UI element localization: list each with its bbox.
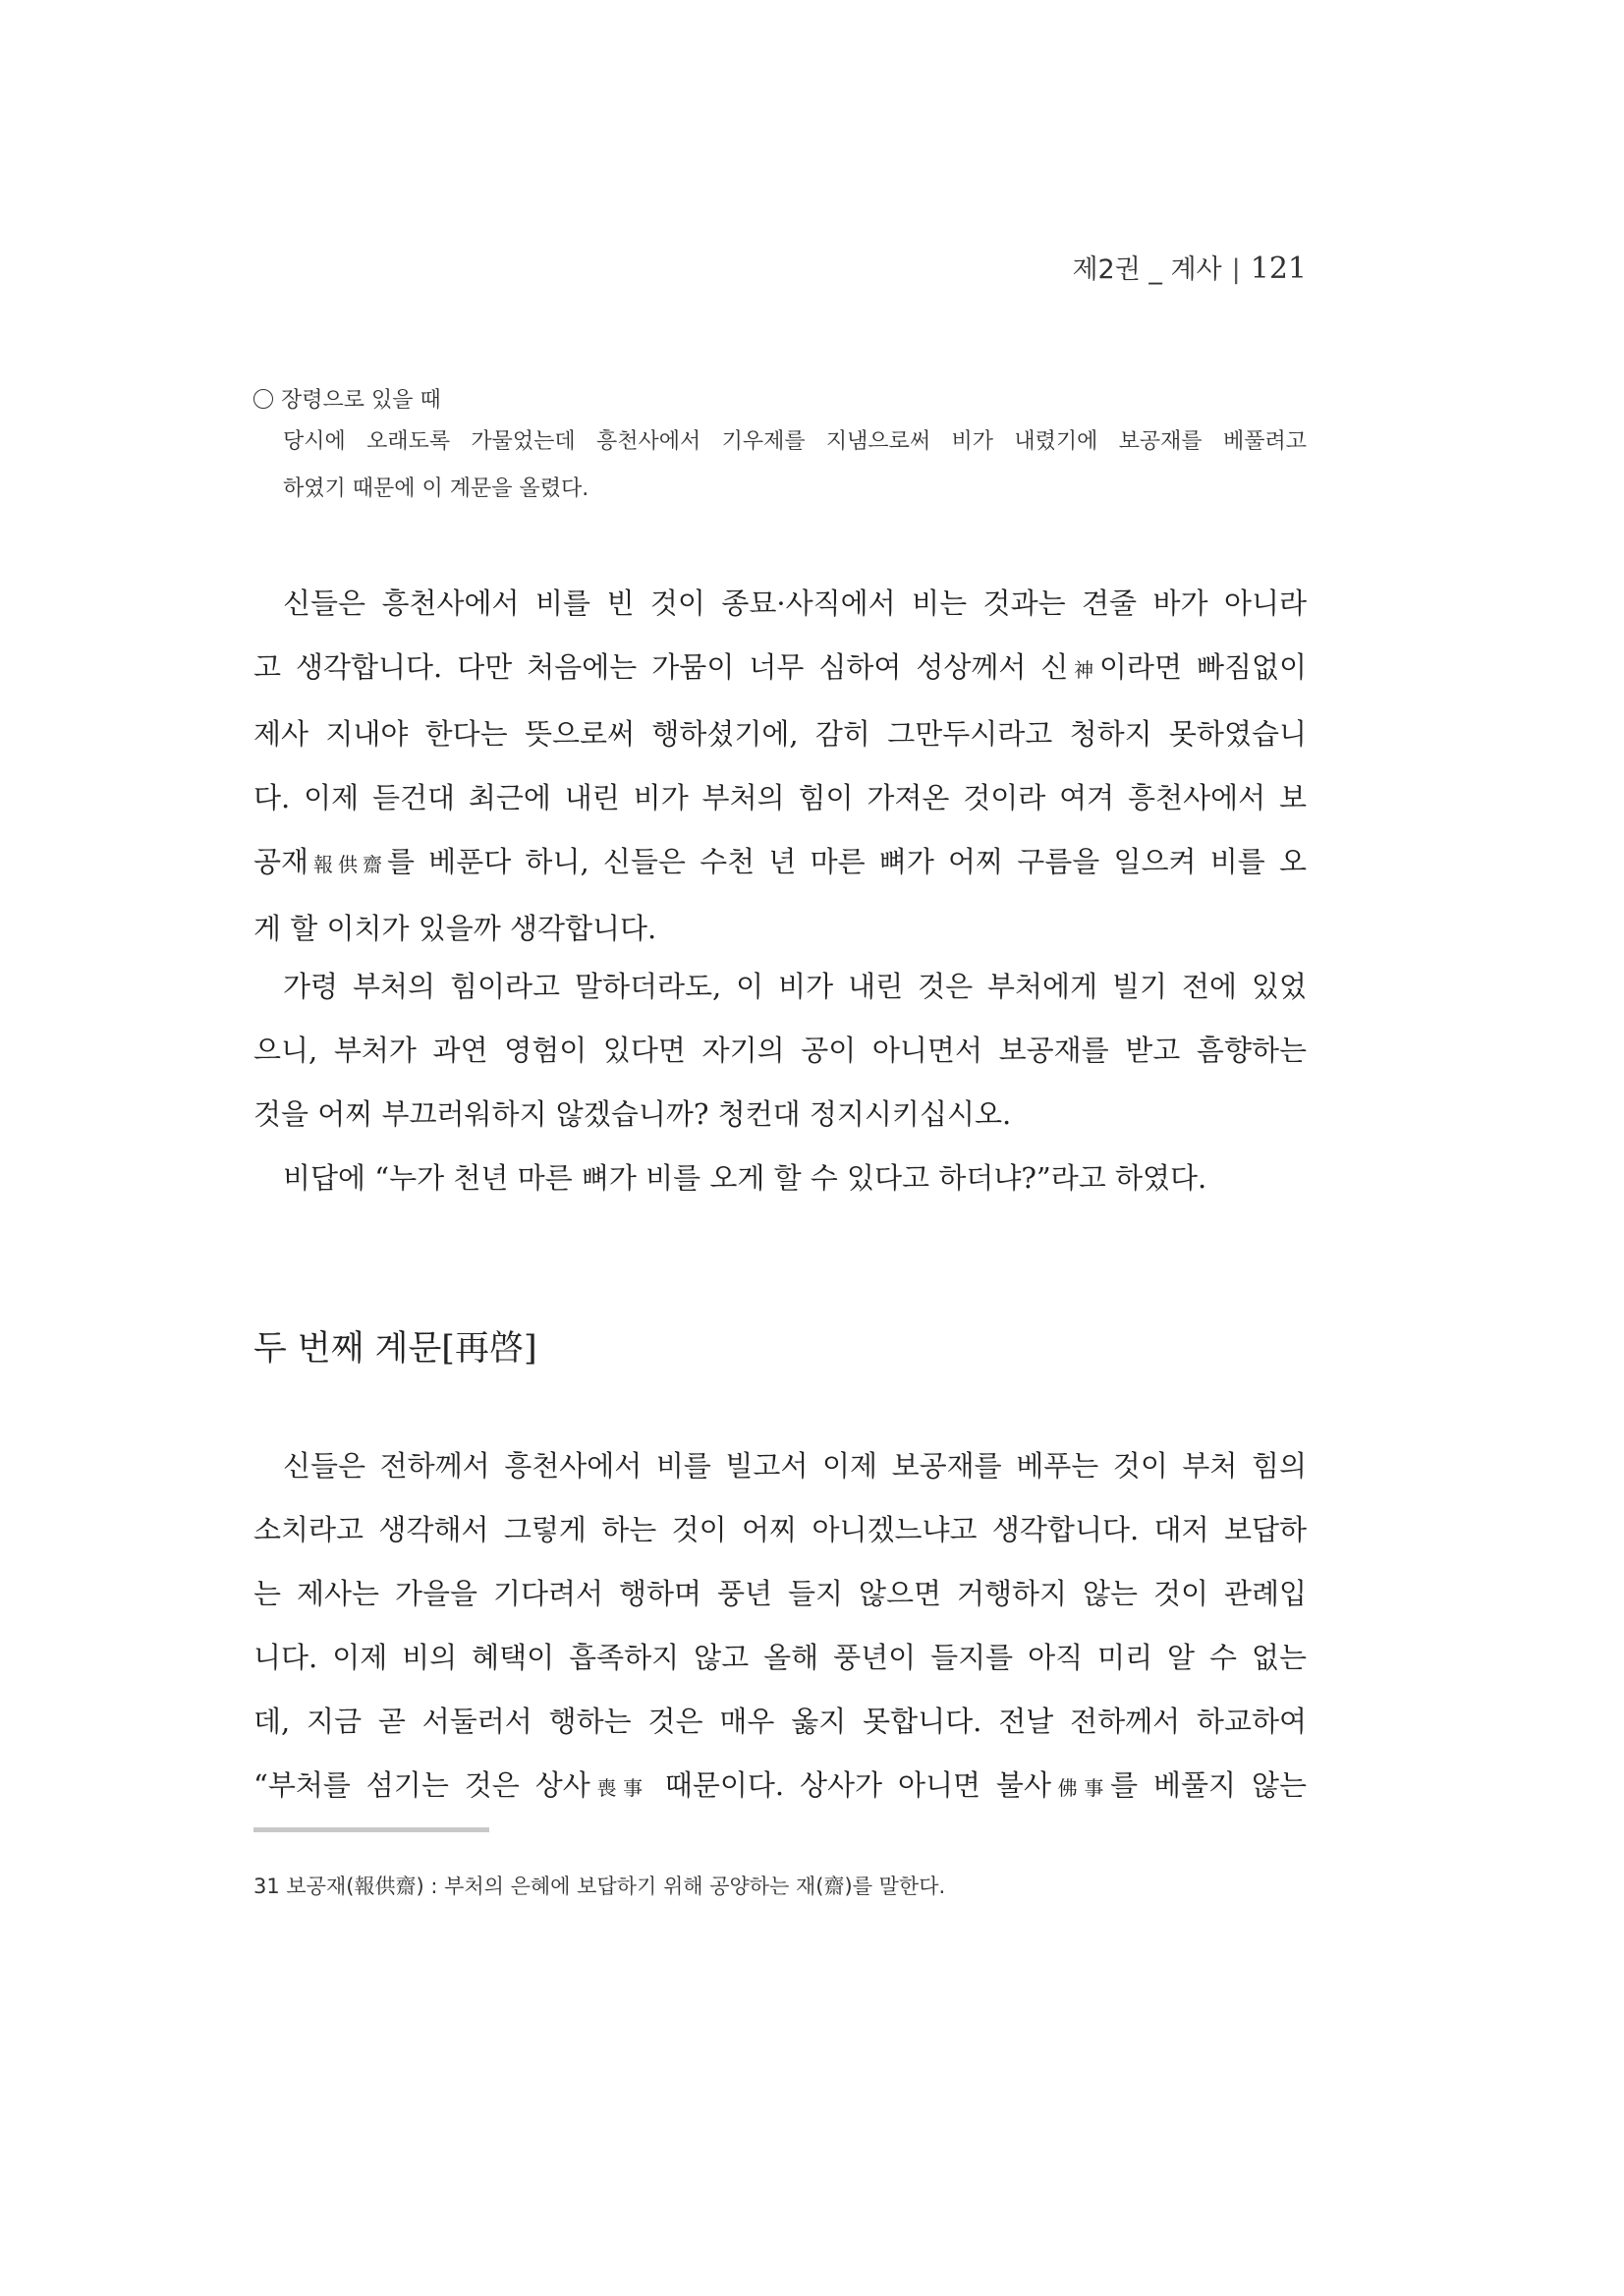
text-line: 공재報供齋를 베푼다 하니, 신들은 수천 년 마른 뼈가 어찌 구름을 일으켜 비를 오 — [253, 845, 1307, 878]
note-line: 당시에 오래도록 가물었는데 흥천사에서 기우제를 지냄으로써 비가 내렸기에 보공재를 베풀려고 — [283, 429, 1307, 454]
footnote-divider — [253, 1827, 489, 1832]
section-heading: 두 번째 계문[再啓] — [253, 1329, 537, 1369]
running-header — [1072, 248, 1307, 286]
note-line: 하였기 때문에 이 계문을 올렸다. — [283, 476, 589, 501]
hanja-gloss: 喪事 — [589, 1776, 649, 1800]
hanja-gloss: 神 — [1068, 658, 1099, 682]
first-petition-paragraph-1 — [253, 572, 1307, 961]
text-line: 비답에 “누가 천년 마른 뼈가 비를 오게 할 수 있다고 하더냐?”라고 하였다. — [283, 1161, 1207, 1195]
text-line: 게 할 이치가 있을까 생각합니다. — [253, 912, 657, 945]
note-body — [253, 419, 1307, 513]
footnote: 31 보공재(報供齋) : 부처의 은혜에 보답하기 위해 공양하는 재(齋)를 말한다. — [253, 1875, 946, 1898]
royal-reply — [253, 1147, 1307, 1210]
text-line: 신들은 전하께서 흥천사에서 비를 빌고서 이제 보공재를 베푸는 것이 부처 힘의 — [283, 1449, 1307, 1483]
text-line: 는 제사는 가을을 기다려서 행하며 풍년 들지 않으면 거행하지 않는 것이 관례입 — [253, 1577, 1307, 1610]
second-petition-paragraph-1 — [253, 1434, 1307, 1820]
hanja-gloss: 佛事 — [1050, 1776, 1111, 1800]
page-number: 121 — [1250, 252, 1307, 286]
text-line: 신들은 흥천사에서 비를 빈 것이 종묘·사직에서 비는 것과는 견줄 바가 아니라 — [283, 587, 1307, 620]
text-line: 데, 지금 곧 서둘러서 행하는 것은 매우 옳지 못합니다. 전날 전하께서 하교하여 — [253, 1705, 1307, 1738]
first-petition-paragraph-2 — [253, 955, 1307, 1147]
text-line: 고 생각합니다. 다만 처음에는 가뭄이 너무 심하여 성상께서 신神이라면 빠짐없이 — [253, 650, 1307, 684]
context-note — [253, 383, 1307, 513]
text-line: 으니, 부처가 과연 영험이 있다면 자기의 공이 아니면서 보공재를 받고 흠향하는 — [253, 1034, 1307, 1067]
book-part-label: 제2권 _ 계사 — [1072, 254, 1222, 285]
text-line: 니다. 이제 비의 혜택이 흡족하지 않고 올해 풍년이 들지를 아직 미리 알 수 없는 — [253, 1641, 1307, 1674]
hanja-gloss: 報供齋 — [308, 853, 387, 876]
text-line: 다. 이제 듣건대 최근에 내린 비가 부처의 힘이 가져온 것이라 여겨 흥천사에서 보 — [253, 781, 1307, 814]
header-separator: | — [1231, 254, 1241, 285]
note-heading-text: 장령으로 있을 때 — [281, 388, 441, 413]
text-line: “부처를 섬기는 것은 상사喪事 때문이다. 상사가 아니면 불사佛事를 베풀지 않는 — [253, 1768, 1308, 1802]
text-line: 소치라고 생각해서 그렇게 하는 것이 어찌 아니겠느냐고 생각합니다. 대저 보답하 — [253, 1513, 1307, 1546]
note-heading — [253, 383, 1307, 419]
text-line: 가령 부처의 힘이라고 말하더라도, 이 비가 내린 것은 부처에게 빌기 전에 있었 — [283, 970, 1307, 1003]
text-line: 제사 지내야 한다는 뜻으로써 행하셨기에, 감히 그만두시라고 청하지 못하였습니 — [253, 717, 1307, 751]
circle-bullet-icon — [253, 389, 273, 409]
text-line: 것을 어찌 부끄러워하지 않겠습니까? 청컨대 정지시키십시오. — [253, 1097, 1012, 1131]
